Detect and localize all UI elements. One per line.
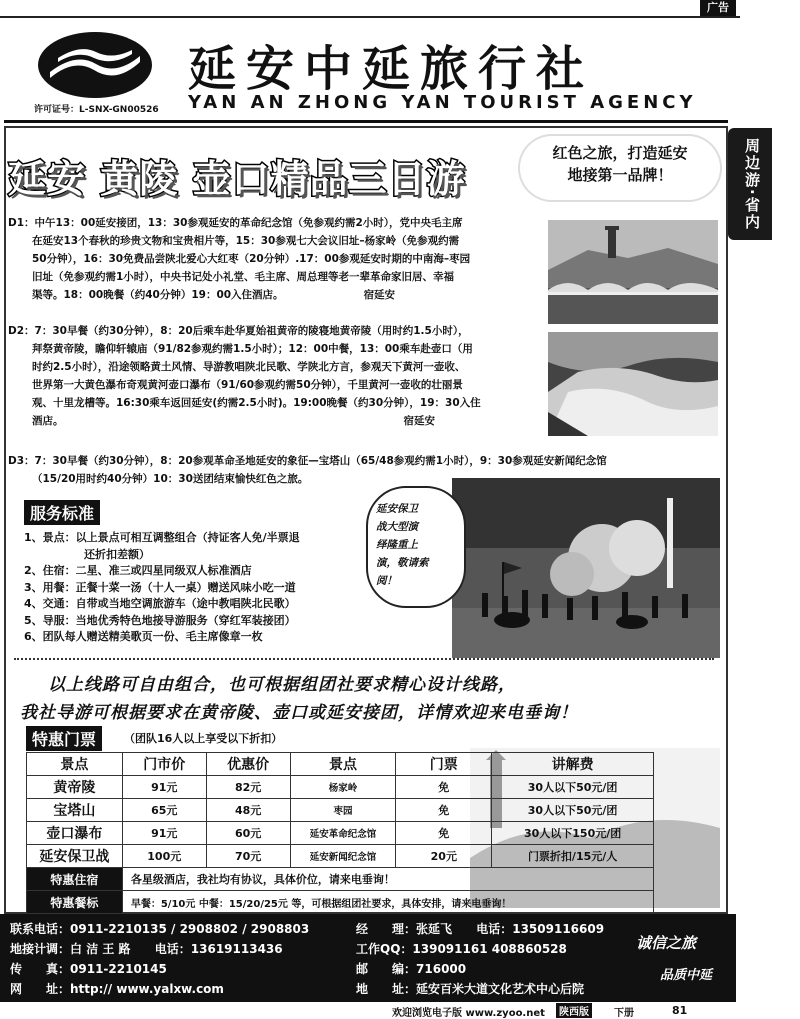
qq-value: 139091161 408860528 [412, 942, 567, 956]
agency-title: 延安中延旅行社 [188, 41, 595, 97]
promo-line-1: 以上线路可自由组合，也可根据组团社要求精心设计线路， [48, 675, 516, 695]
th-guide-fee: 讲解费 [492, 753, 654, 776]
bubble-line: 战大型演 [376, 521, 418, 533]
volume-label: 下册 [614, 1008, 634, 1019]
fax-value: 0911-2210145 [70, 962, 167, 976]
phone-label: 联系电话： [10, 922, 71, 936]
day1-line: 旧址（免参观约需1小时），中央书记处小礼堂、毛主席、周总理等老一辈革命家旧居、幸福 [32, 271, 455, 283]
itinerary-day-2 [8, 322, 548, 430]
motto-2: 品质中延 [660, 968, 713, 983]
table-row [27, 799, 654, 822]
cell: 免 [396, 776, 492, 799]
ticket-table [26, 752, 654, 914]
cell: 黄帝陵 [27, 776, 123, 799]
cell: 免 [396, 799, 492, 822]
bubble-line: 阅！ [376, 575, 397, 587]
zip-label: 邮 编： [356, 962, 417, 976]
ezine-link[interactable]: 欢迎浏览电子版 www.zyoo.net [392, 1008, 545, 1019]
day1-line-text: 渠等。18：00晚餐（约40分钟）19：00入住酒店。 [32, 289, 284, 301]
qq-row [356, 940, 567, 957]
day2-line: D2：7：30早餐（约30分钟），8：20后乘车赴华夏始祖黄帝的陵寝地黄帝陵（用时约1.5小时）， [8, 325, 469, 337]
promo-line-2: 我社导游可根据要求在黄帝陵、壶口或延安接团，详情欢迎来电垂询！ [20, 703, 578, 723]
table-row [27, 776, 654, 799]
th-site-2: 景点 [290, 753, 396, 776]
manager-row [356, 920, 604, 937]
day3-line: D3：7：30早餐（约30分钟），8：20参观革命圣地延安的象征—宝塔山（65/48参观约需1小时），9：30参观延安新闻纪念馆 [8, 455, 607, 467]
day1-line: 50分钟），16：30免费品尝陕北爱心大红枣（20分钟）.17：00参观延安时期的中南海–枣园 [32, 253, 471, 265]
table-row [27, 845, 654, 868]
service-item: 6、团队每人赠送精美歌页一份、毛主席像章一枚 [24, 630, 263, 643]
fax-label: 传 真： [10, 962, 71, 976]
table-row [27, 822, 654, 845]
table-row [27, 891, 654, 914]
day1-stay: 宿延安 [363, 289, 396, 301]
day2-line-text: 酒店。 [32, 415, 64, 427]
addr-value: 延安百米大道文化艺术中心后院 [416, 982, 585, 996]
slogan-line-2: 地接第一品牌！ [567, 166, 673, 184]
license-number: 许可证号：L-SNX-GN00526 [34, 105, 159, 115]
side-tab[interactable]: 周边游·省内 [728, 128, 772, 240]
day1-line: 在延安13个春秋的珍贵文物和宝贵相片等，15：30参观七大会议旧址–杨家岭（免参观约需 [32, 235, 460, 247]
agency-logo-icon [36, 30, 154, 100]
dotted-divider [14, 658, 714, 660]
edition-tag: 陕西版 [556, 1003, 592, 1018]
manager-value: 张延飞 [416, 922, 453, 936]
pagoda-bridge-photo [548, 220, 718, 324]
cell: 82元 [206, 776, 290, 799]
motto-1: 诚信之旅 [636, 934, 697, 952]
day2-line: 时约2.5小时），沿途领略黄土风情、导游教唱陕北民歌、学陕北方言，参观天下黄河一壶收、 [32, 361, 466, 373]
phone-value: 0911-2210135 / 2908802 / 2908803 [70, 922, 310, 936]
hotel-text: 各星级酒店，我社均有协议，具体价位，请来电垂询！ [122, 868, 653, 891]
bubble-text [376, 500, 456, 590]
manager-label: 经 理： [356, 922, 417, 936]
service-item: 4、交通：自带或当地空调旅游车（途中教唱陕北民歌） [24, 597, 296, 610]
cell: 延安新闻纪念馆 [290, 845, 396, 868]
meal-text: 早餐：5/10元 中餐：15/20/25元 等，可根据组团社要求，具体安排，请来电垂询！ [122, 891, 653, 914]
ticket-header-row [27, 753, 654, 776]
slogan-line-1: 红色之旅，打造延安 [552, 144, 688, 162]
mobile-value: 13509116609 [512, 922, 605, 936]
service-item: 3、用餐：正餐十菜一汤（十人一桌）赠送风味小吃一道 [24, 580, 296, 594]
plan-phone-value: 13619113436 [190, 942, 283, 956]
service-item: 2、住宿：二星、准三或四星同级双人标准酒店 [24, 564, 252, 577]
address-row [356, 980, 584, 997]
tour-title: 延安 黄陵 壶口精品三日游 [8, 157, 466, 201]
th-site: 景点 [27, 753, 123, 776]
cell: 100元 [122, 845, 206, 868]
tickets-title: 特惠门票 [26, 726, 102, 751]
cell: 门票折扣/15元/人 [492, 845, 654, 868]
contact-row-3 [10, 960, 167, 977]
itinerary-day-1 [8, 214, 548, 304]
meal-label: 特惠餐标 [27, 891, 123, 914]
service-item: 1、景点：以上景点可相互调整组合（持证客人免/半票退 [24, 531, 300, 544]
cell: 20元 [396, 845, 492, 868]
plan-value: 白 洁 王 路 [70, 942, 131, 956]
table-row [27, 868, 654, 891]
cell: 延安保卫战 [27, 845, 123, 868]
day1-line: D1：中午13：00延安接团，13：30参观延安的革命纪念馆（免参观约需2小时），党中央毛主席 [8, 217, 463, 229]
qq-label: 工作QQ： [356, 942, 413, 956]
bubble-line: 演，敬请索 [376, 557, 429, 569]
day2-line: 拜祭黄帝陵，瞻仰轩辕庙（91/82参观约需1.5小时）；12：00中餐，13：00乘车赴壶口（用 [32, 343, 473, 355]
page-number: 81 [672, 1004, 688, 1017]
waterfall-photo [548, 332, 718, 436]
tickets-subtitle: （团队16人以上享受以下折扣） [124, 732, 283, 745]
cell: 30人以下50元/团 [492, 799, 654, 822]
cell: 枣园 [290, 799, 396, 822]
day2-line [8, 412, 548, 430]
cell: 91元 [122, 822, 206, 845]
day1-line [8, 286, 548, 304]
th-list-price: 门市价 [122, 753, 206, 776]
day2-line: 世界第一大黄色瀑布奇观黄河壶口瀑布（91/60参观约需50分钟），千里黄河一壶收的壮丽景 [32, 379, 463, 391]
cell: 壶口瀑布 [27, 822, 123, 845]
th-ticket: 门票 [396, 753, 492, 776]
th-discount-price: 优惠价 [206, 753, 290, 776]
web-label: 网 址： [10, 982, 71, 996]
service-list [24, 530, 374, 646]
cell: 65元 [122, 799, 206, 822]
service-title: 服务标准 [24, 500, 100, 525]
cell: 30人以下50元/团 [492, 776, 654, 799]
hotel-label: 特惠住宿 [27, 868, 123, 891]
top-rule [0, 16, 740, 18]
plan-phone-label: 电话： [154, 942, 191, 956]
bubble-line: 延安保卫 [376, 503, 418, 515]
day2-line: 观、十里龙槽等。16:30乘车返回延安(约需2.5小时)。19:00晚餐（约30分钟），19：30入住 [32, 397, 481, 409]
ad-tag: 广告 [700, 0, 736, 16]
zip-value: 716000 [416, 962, 467, 976]
mobile-label: 电话： [476, 922, 513, 936]
service-item: 还折扣差额） [84, 547, 150, 561]
cell: 60元 [206, 822, 290, 845]
cell: 70元 [206, 845, 290, 868]
cell: 杨家岭 [290, 776, 396, 799]
contact-row-2 [10, 940, 283, 957]
battle-performance-photo [452, 478, 720, 658]
contact-row-1 [10, 920, 309, 937]
cell: 免 [396, 822, 492, 845]
cell: 30人以下150元/团 [492, 822, 654, 845]
cell: 宝塔山 [27, 799, 123, 822]
bubble-line: 绎隆重上 [376, 539, 418, 551]
website-link[interactable]: http:// www.yalxw.com [70, 982, 224, 996]
contact-row-4 [10, 980, 224, 997]
addr-label: 地 址： [356, 982, 417, 996]
plan-label: 地接计调： [10, 942, 71, 956]
day3-line: （15/20用时约40分钟）10：30送团结束愉快红色之旅。 [32, 473, 309, 485]
slogan [520, 142, 720, 186]
cell: 91元 [122, 776, 206, 799]
agency-title-en: YAN AN ZHONG YAN TOURIST AGENCY [188, 92, 697, 113]
cell: 延安革命纪念馆 [290, 822, 396, 845]
cell: 48元 [206, 799, 290, 822]
header-divider [4, 120, 728, 123]
service-item: 5、导服：当地优秀特色地接导游服务（穿红军装接团） [24, 613, 296, 627]
zip-row [356, 960, 466, 977]
day2-stay: 宿延安 [403, 415, 435, 427]
